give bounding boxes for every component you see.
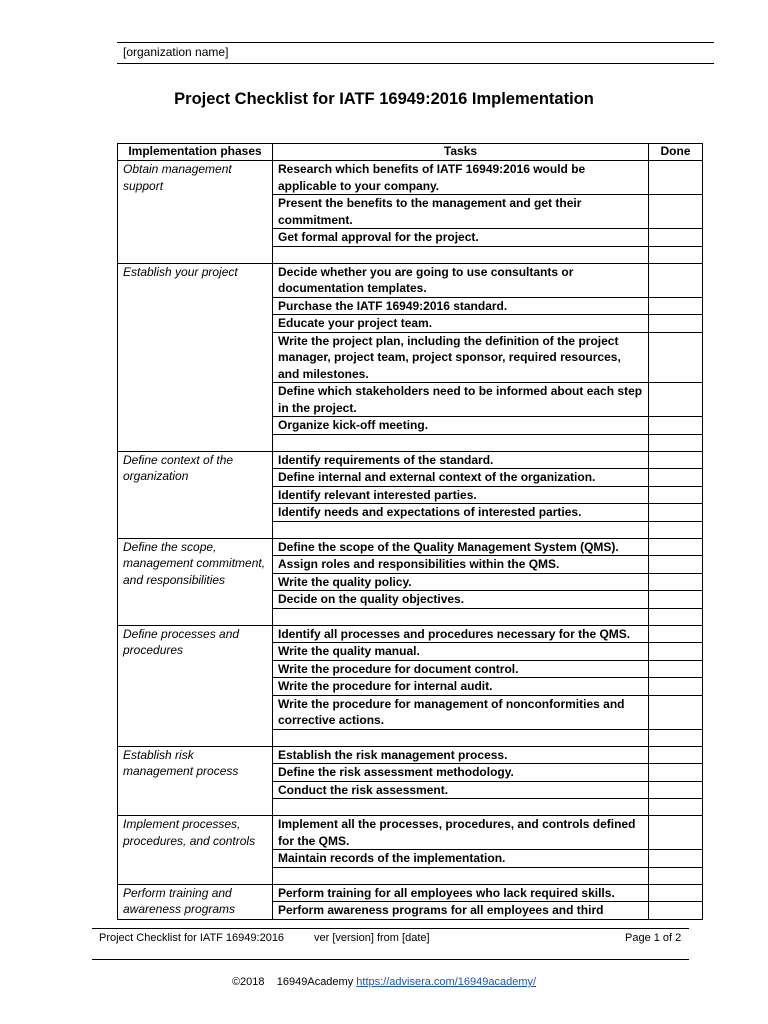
task-cell bbox=[273, 729, 649, 746]
task-cell: Write the procedure for document control. bbox=[273, 660, 649, 678]
done-cell[interactable] bbox=[649, 608, 703, 625]
task-cell: Implement all the processes, procedures, and controls defined for the QMS. bbox=[273, 816, 649, 850]
done-cell[interactable] bbox=[649, 799, 703, 816]
done-cell[interactable] bbox=[649, 469, 703, 487]
task-cell: Decide whether you are going to use consultants or documentation templates. bbox=[273, 263, 649, 297]
done-cell[interactable] bbox=[649, 729, 703, 746]
brand-name: 16949Academy bbox=[276, 976, 354, 988]
copyright-text: ©2018 bbox=[231, 976, 265, 988]
task-cell: Identify relevant interested parties. bbox=[273, 486, 649, 504]
task-cell: Perform awareness programs for all employees and third bbox=[273, 902, 649, 920]
task-cell: Identify all processes and procedures necessary for the QMS. bbox=[273, 625, 649, 643]
task-cell: Decide on the quality objectives. bbox=[273, 591, 649, 609]
phase-cell: Define context of the organization bbox=[118, 451, 273, 538]
footer-page-number: Page 1 of 2 bbox=[625, 932, 682, 944]
organization-name: [organization name] bbox=[123, 45, 229, 59]
table-header-row bbox=[118, 144, 703, 161]
done-cell[interactable] bbox=[649, 486, 703, 504]
done-cell[interactable] bbox=[649, 746, 703, 764]
done-cell[interactable] bbox=[649, 625, 703, 643]
done-cell[interactable] bbox=[649, 195, 703, 229]
column-header-phases: Implementation phases bbox=[118, 144, 273, 161]
task-cell: Get formal approval for the project. bbox=[273, 229, 649, 247]
table-row bbox=[118, 538, 703, 556]
task-cell: Purchase the IATF 16949:2016 standard. bbox=[273, 297, 649, 315]
done-cell[interactable] bbox=[649, 573, 703, 591]
task-cell: Write the procedure for internal audit. bbox=[273, 678, 649, 696]
task-cell bbox=[273, 434, 649, 451]
task-cell: Write the quality manual. bbox=[273, 643, 649, 661]
task-cell: Assign roles and responsibilities within the QMS. bbox=[273, 556, 649, 574]
phase-cell: Define the scope, management commitment, and responsibilities bbox=[118, 538, 273, 625]
done-cell[interactable] bbox=[649, 591, 703, 609]
task-cell: Define internal and external context of the organization. bbox=[273, 469, 649, 487]
task-cell: Identify needs and expectations of interested parties. bbox=[273, 504, 649, 522]
task-cell: Educate your project team. bbox=[273, 315, 649, 333]
done-cell[interactable] bbox=[649, 315, 703, 333]
task-cell bbox=[273, 799, 649, 816]
column-header-done: Done bbox=[649, 144, 703, 161]
phase-cell: Perform training and awareness programs bbox=[118, 884, 273, 919]
done-cell[interactable] bbox=[649, 816, 703, 850]
phase-cell: Establish your project bbox=[118, 263, 273, 451]
task-cell: Write the quality policy. bbox=[273, 573, 649, 591]
footer-doc-title: Project Checklist for IATF 16949:2016 bbox=[99, 932, 285, 944]
table-row bbox=[118, 816, 703, 850]
done-cell[interactable] bbox=[649, 246, 703, 263]
task-cell bbox=[273, 867, 649, 884]
copyright-line bbox=[0, 976, 768, 988]
academy-link[interactable]: https://advisera.com/16949academy/ bbox=[356, 976, 537, 988]
done-cell[interactable] bbox=[649, 383, 703, 417]
footer-divider-bottom bbox=[92, 959, 689, 960]
table-row bbox=[118, 161, 703, 195]
done-cell[interactable] bbox=[649, 161, 703, 195]
done-cell[interactable] bbox=[649, 867, 703, 884]
phase-cell: Establish risk management process bbox=[118, 746, 273, 816]
done-cell[interactable] bbox=[649, 521, 703, 538]
done-cell[interactable] bbox=[649, 504, 703, 522]
done-cell[interactable] bbox=[649, 678, 703, 696]
organization-header bbox=[117, 42, 714, 64]
task-cell: Research which benefits of IATF 16949:2016 would be applicable to your company. bbox=[273, 161, 649, 195]
column-header-tasks: Tasks bbox=[273, 144, 649, 161]
footer-version: ver [version] from [date] bbox=[314, 932, 430, 944]
done-cell[interactable] bbox=[649, 695, 703, 729]
done-cell[interactable] bbox=[649, 902, 703, 920]
done-cell[interactable] bbox=[649, 297, 703, 315]
table-row bbox=[118, 451, 703, 469]
task-cell bbox=[273, 608, 649, 625]
checklist-table bbox=[117, 143, 703, 920]
task-cell: Define the scope of the Quality Management System (QMS). bbox=[273, 538, 649, 556]
task-cell bbox=[273, 521, 649, 538]
done-cell[interactable] bbox=[649, 229, 703, 247]
task-cell: Conduct the risk assessment. bbox=[273, 781, 649, 799]
task-cell: Write the procedure for management of nonconformities and corrective actions. bbox=[273, 695, 649, 729]
task-cell: Perform training for all employees who lack required skills. bbox=[273, 884, 649, 902]
done-cell[interactable] bbox=[649, 538, 703, 556]
done-cell[interactable] bbox=[649, 850, 703, 868]
task-cell: Define the risk assessment methodology. bbox=[273, 764, 649, 782]
table-row bbox=[118, 263, 703, 297]
task-cell: Organize kick-off meeting. bbox=[273, 417, 649, 435]
done-cell[interactable] bbox=[649, 332, 703, 383]
task-cell: Maintain records of the implementation. bbox=[273, 850, 649, 868]
task-cell: Present the benefits to the management and get their commitment. bbox=[273, 195, 649, 229]
done-cell[interactable] bbox=[649, 643, 703, 661]
table-row bbox=[118, 746, 703, 764]
done-cell[interactable] bbox=[649, 781, 703, 799]
done-cell[interactable] bbox=[649, 660, 703, 678]
done-cell[interactable] bbox=[649, 451, 703, 469]
phase-cell: Implement processes, procedures, and controls bbox=[118, 816, 273, 885]
done-cell[interactable] bbox=[649, 434, 703, 451]
table-row bbox=[118, 625, 703, 643]
page-title: Project Checklist for IATF 16949:2016 Implementation bbox=[174, 90, 594, 108]
done-cell[interactable] bbox=[649, 263, 703, 297]
phase-cell: Obtain management support bbox=[118, 161, 273, 264]
done-cell[interactable] bbox=[649, 884, 703, 902]
task-cell: Establish the risk management process. bbox=[273, 746, 649, 764]
done-cell[interactable] bbox=[649, 764, 703, 782]
task-cell: Identify requirements of the standard. bbox=[273, 451, 649, 469]
done-cell[interactable] bbox=[649, 417, 703, 435]
task-cell: Define which stakeholders need to be informed about each step in the project. bbox=[273, 383, 649, 417]
phase-cell: Define processes and procedures bbox=[118, 625, 273, 746]
checklist-body bbox=[118, 161, 703, 920]
done-cell[interactable] bbox=[649, 556, 703, 574]
task-cell: Write the project plan, including the definition of the project manager, project team, project sponsor, required resources, and milestones. bbox=[273, 332, 649, 383]
footer-divider-top bbox=[92, 928, 689, 929]
task-cell bbox=[273, 246, 649, 263]
table-row bbox=[118, 884, 703, 902]
